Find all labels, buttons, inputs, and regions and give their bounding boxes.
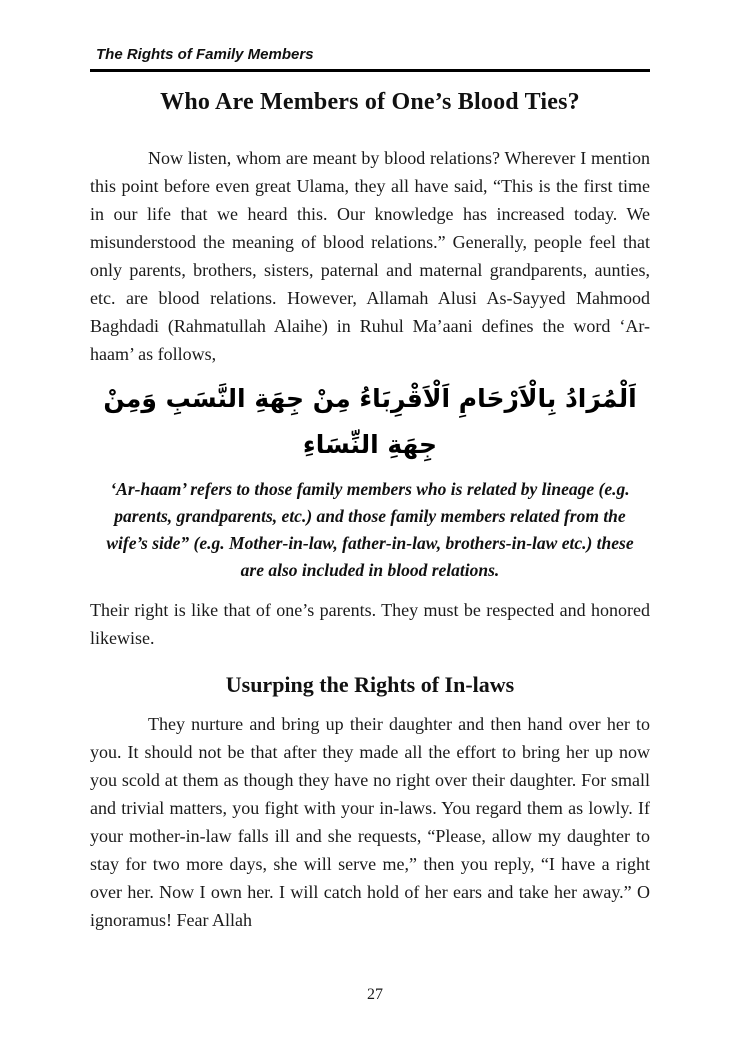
paragraph-blood-relations: Now listen, whom are meant by blood relations? Wherever I mention this point before even great Ulama, they all have said, “This is the first time in our life that we heard this. Our knowledge has increased today. We misunderstood the meaning of blood relations.” Generally, people feel that only parents, brothers, sisters, paternal and maternal grandparents, aunties, etc. are blood relations. However, Allamah Alusi As-Sayyed Mahmood Baghdadi (Rahmatullah Alaihe) in Ruhul Ma’aani defines the word ‘Ar-haam’ as follows, [90,148,650,364]
chapter-title: Who Are Members of One’s Blood Ties? [160,89,580,115]
paragraph-in-laws: They nurture and bring up their daughter and then hand over her to you. It should not be that after they made all the effort to bring her up now you scold at them as though they have no right over their daughter. For small and trivial matters, you fight with your in-laws. You regard them as lowly. If your mother-in-law falls ill and she requests, “Please, allow my daughter to stay for two more days, she will serve me,” then you reply, “I have a right over her. Now I own her. I will catch hold of her ears and take her away.” O ignoramus! Fear Allah [90,714,650,930]
arabic-quotation: اَلْمُرَادُ بِالْاَرْحَامِ اَلْاَقْرِبَاءُ مِنْ جِهَةِ النَّسَبِ وَمِنْ جِهَةِ النِّسَاءِ [103,384,637,459]
section-title-usurping: Usurping the Rights of In-laws [225,672,515,697]
page-number: 27 [367,986,383,1003]
translation-quote: ‘Ar-haam’ refers to those family members who is related by lineage (e.g. parents, grandparents, etc.) and those family members related from the wife’s side” (e.g. Mother-in-law, father-in-law, brothers-in-law etc.) these are also included in blood relations. [106,479,634,580]
paragraph-their-right: Their right is like that of one’s parents. They must be respected and honored likewise. [90,600,650,648]
running-header: The Rights of Family Members [96,46,314,63]
header-rule [90,69,650,72]
